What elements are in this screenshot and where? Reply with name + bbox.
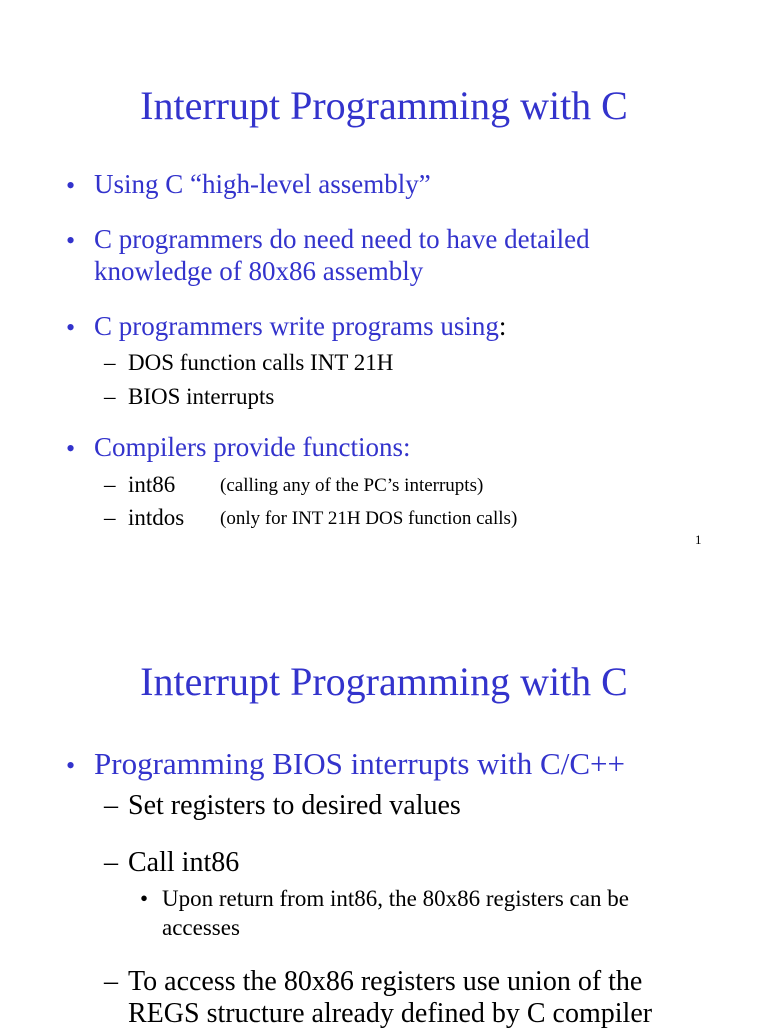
bullet-marker: •	[66, 313, 76, 342]
sub-dash: –	[104, 847, 118, 878]
sub-intdos-name: intdos	[128, 505, 185, 530]
subsub-bullet-marker: •	[140, 886, 149, 911]
bullet-using-c: Using C “high-level assembly”	[94, 169, 431, 199]
sub-dos-function-calls: DOS function calls INT 21H	[128, 350, 394, 375]
sub-set-registers: Set registers to desired values	[128, 790, 461, 821]
sub-access-registers-line2: REGS structure already defined by C compiler	[128, 998, 653, 1029]
bullet-compilers	[94, 432, 410, 463]
bullet-write-programs-text: C programmers write programs using	[94, 311, 499, 341]
sub-bios-interrupts: BIOS interrupts	[128, 384, 275, 409]
sub-dash: –	[104, 790, 118, 821]
bullet-marker: •	[66, 434, 76, 463]
bullet-c-programmers-line1: C programmers do need need to have detailed	[94, 224, 590, 254]
bullet-write-programs	[94, 311, 506, 342]
sub-access-registers-line1: To access the 80x86 registers use union of the	[128, 966, 643, 997]
sub-call-int86: Call int86	[128, 847, 240, 878]
sub-dash: –	[104, 384, 116, 409]
sub-int86-desc: (calling any of the PC’s interrupts)	[220, 475, 484, 496]
bullet-c-programmers-line2: knowledge of 80x86 assembly	[94, 256, 424, 286]
subsub-upon-return-line2: accesses	[162, 915, 240, 940]
colon: :	[498, 311, 507, 341]
bullet-compilers-text: Compilers provide functions	[94, 432, 403, 462]
sub-dash: –	[104, 472, 116, 497]
bullet-programming-bios: Programming BIOS interrupts with C/C++	[94, 746, 625, 781]
slide-2-title: Interrupt Programming with C	[140, 659, 628, 704]
page-number: 1	[695, 532, 702, 547]
subsub-upon-return-line1: Upon return from int86, the 80x86 registers can be	[162, 886, 629, 911]
sub-dash: –	[104, 350, 116, 375]
colon: :	[402, 432, 411, 462]
sub-dash: –	[104, 505, 116, 530]
sub-intdos-desc: (only for INT 21H DOS function calls)	[220, 508, 518, 529]
sub-int86-name: int86	[128, 472, 176, 497]
slide-1-title: Interrupt Programming with C	[140, 83, 628, 128]
sub-dash: –	[104, 966, 118, 997]
bullet-marker: •	[66, 171, 76, 200]
bullet-marker: •	[66, 226, 76, 255]
bullet-marker: •	[66, 751, 76, 780]
